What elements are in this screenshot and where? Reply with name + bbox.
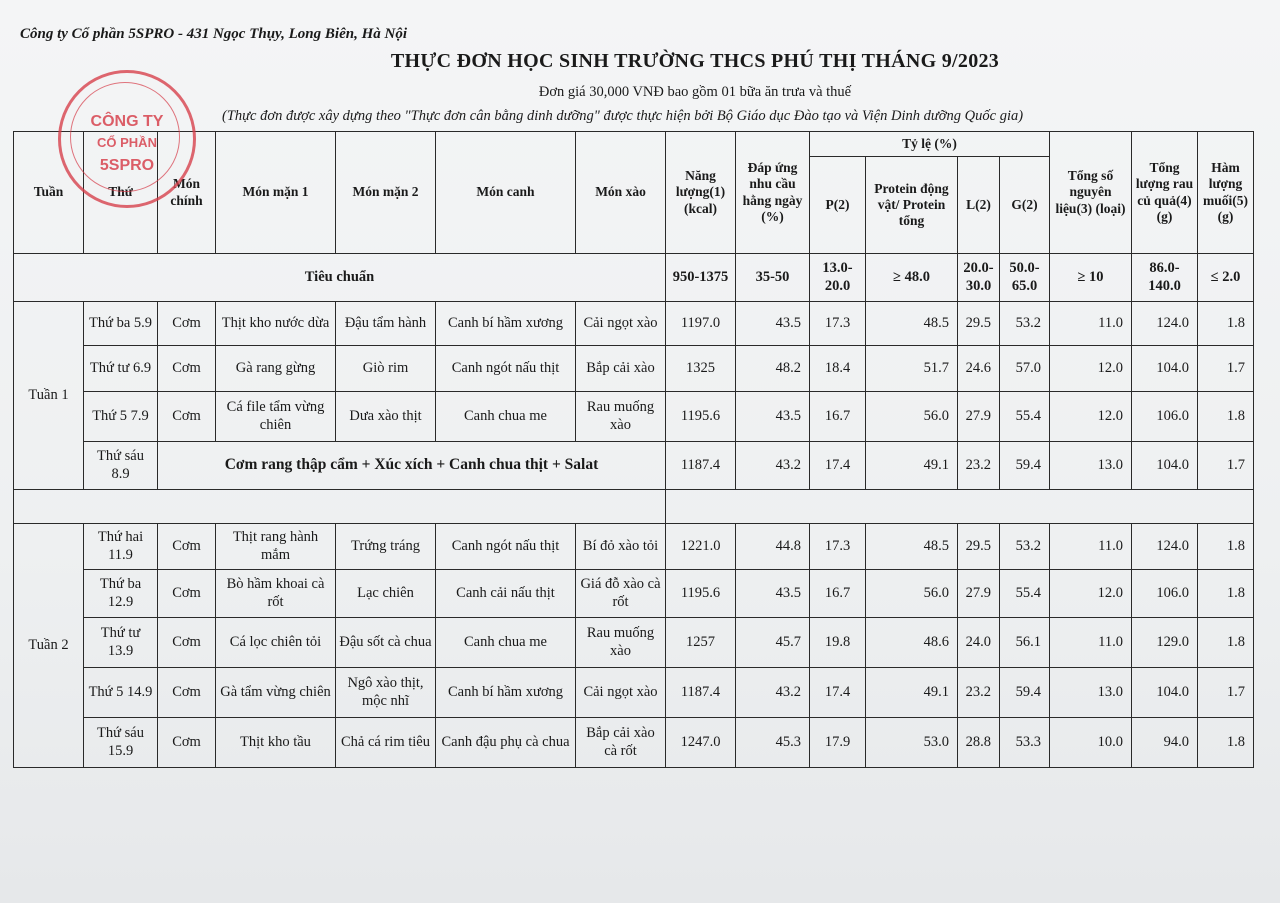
energy-cell: 1187.4 xyxy=(666,442,736,490)
col-header-tuan: Tuần xyxy=(14,132,84,254)
table-row xyxy=(14,718,1254,768)
savory1-cell: Gà tẩm vừng chiên xyxy=(216,668,336,718)
col-header-rau: Tổng lượng rau củ quả(4) (g) xyxy=(1132,132,1198,254)
g-cell: 55.4 xyxy=(1000,570,1050,618)
veg-cell: 106.0 xyxy=(1132,392,1198,442)
savory1-cell: Cá lọc chiên tỏi xyxy=(216,618,336,668)
table-row xyxy=(14,668,1254,718)
col-header-l: L(2) xyxy=(958,157,1000,254)
table-row xyxy=(14,618,1254,668)
protein-cell: 49.1 xyxy=(866,442,958,490)
savory1-cell: Cá file tẩm vừng chiên xyxy=(216,392,336,442)
soup-cell: Canh ngót nấu thịt xyxy=(436,346,576,392)
col-header-nang-luong: Năng lượng(1) (kcal) xyxy=(666,132,736,254)
company-line: Công ty Cổ phần 5SPRO - 431 Ngọc Thụy, Long Biên, Hà Nội xyxy=(20,26,407,42)
g-cell: 57.0 xyxy=(1000,346,1050,392)
g-cell: 53.3 xyxy=(1000,718,1050,768)
daily-need-cell: 45.7 xyxy=(736,618,810,668)
table-row xyxy=(14,346,1254,392)
salt-cell: 1.8 xyxy=(1198,718,1254,768)
standard-l: 20.0- 30.0 xyxy=(958,254,1000,302)
energy-cell: 1197.0 xyxy=(666,302,736,346)
standard-tong-so: ≥ 10 xyxy=(1050,254,1132,302)
table-row xyxy=(14,302,1254,346)
day-cell: Thứ sáu 8.9 xyxy=(84,442,158,490)
p-cell: 18.4 xyxy=(810,346,866,392)
col-header-g: G(2) xyxy=(1000,157,1050,254)
main-dish-cell: Cơm xyxy=(158,668,216,718)
ingredients-cell: 12.0 xyxy=(1050,392,1132,442)
salt-cell: 1.8 xyxy=(1198,524,1254,570)
energy-cell: 1195.6 xyxy=(666,392,736,442)
veg-cell: 104.0 xyxy=(1132,442,1198,490)
page-note: (Thực đơn được xây dựng theo "Thực đơn cân bằng dinh dưỡng" được thực hiện bởi Bộ Giáo dục Đào tạo và Viện Dinh dưỡng Quốc gia) xyxy=(222,108,1024,124)
daily-need-cell: 43.5 xyxy=(736,392,810,442)
standard-row xyxy=(14,254,1254,302)
salt-cell: 1.7 xyxy=(1198,346,1254,392)
soup-cell: Canh cải nấu thịt xyxy=(436,570,576,618)
seal-line2: CỔ PHẦN xyxy=(97,135,157,150)
standard-label: Tiêu chuẩn xyxy=(14,254,666,302)
protein-cell: 56.0 xyxy=(866,392,958,442)
veg-cell: 94.0 xyxy=(1132,718,1198,768)
page-title: THỰC ĐƠN HỌC SINH TRƯỜNG THCS PHÚ THỊ THÁNG 9/2023 xyxy=(390,50,1000,72)
table-row xyxy=(14,442,1254,490)
main-dish-cell: Cơm xyxy=(158,618,216,668)
stirfry-cell: Rau muống xào xyxy=(576,618,666,668)
p-cell: 17.3 xyxy=(810,524,866,570)
stirfry-cell: Cải ngọt xào xyxy=(576,302,666,346)
soup-cell: Canh bí hầm xương xyxy=(436,302,576,346)
g-cell: 59.4 xyxy=(1000,442,1050,490)
g-cell: 53.2 xyxy=(1000,302,1050,346)
energy-cell: 1325 xyxy=(666,346,736,392)
standard-nang-luong: 950-1375 xyxy=(666,254,736,302)
savory2-cell: Trứng tráng xyxy=(336,524,436,570)
l-cell: 28.8 xyxy=(958,718,1000,768)
savory1-cell: Thịt kho nước dừa xyxy=(216,302,336,346)
soup-cell: Canh chua me xyxy=(436,618,576,668)
savory1-cell: Thịt kho tầu xyxy=(216,718,336,768)
savory2-cell: Đậu tẩm hành xyxy=(336,302,436,346)
col-header-p: P(2) xyxy=(810,157,866,254)
protein-cell: 48.6 xyxy=(866,618,958,668)
savory2-cell: Dưa xào thịt xyxy=(336,392,436,442)
energy-cell: 1195.6 xyxy=(666,570,736,618)
seal-line3: 5SPRO xyxy=(99,157,155,174)
p-cell: 17.3 xyxy=(810,302,866,346)
stirfry-cell: Rau muống xào xyxy=(576,392,666,442)
standard-g: 50.0- 65.0 xyxy=(1000,254,1050,302)
col-header-man2: Món mặn 2 xyxy=(336,132,436,254)
col-header-muoi: Hàm lượng muối(5) (g) xyxy=(1198,132,1254,254)
col-header-tong-so: Tổng số nguyên liệu(3) (loại) xyxy=(1050,132,1132,254)
week-label: Tuần 1 xyxy=(14,302,84,490)
day-cell: Thứ 5 14.9 xyxy=(84,668,158,718)
daily-need-cell: 43.2 xyxy=(736,442,810,490)
savory2-cell: Chả cá rim tiêu xyxy=(336,718,436,768)
day-cell: Thứ sáu 15.9 xyxy=(84,718,158,768)
salt-cell: 1.8 xyxy=(1198,618,1254,668)
g-cell: 53.2 xyxy=(1000,524,1050,570)
veg-cell: 124.0 xyxy=(1132,302,1198,346)
soup-cell: Canh chua me xyxy=(436,392,576,442)
g-cell: 56.1 xyxy=(1000,618,1050,668)
soup-cell: Canh đậu phụ cà chua xyxy=(436,718,576,768)
p-cell: 17.4 xyxy=(810,668,866,718)
savory2-cell: Ngô xào thịt, mộc nhĩ xyxy=(336,668,436,718)
soup-cell: Canh ngót nấu thịt xyxy=(436,524,576,570)
standard-muoi: ≤ 2.0 xyxy=(1198,254,1254,302)
protein-cell: 56.0 xyxy=(866,570,958,618)
veg-cell: 129.0 xyxy=(1132,618,1198,668)
l-cell: 23.2 xyxy=(958,668,1000,718)
menu-table xyxy=(13,131,1254,768)
protein-cell: 48.5 xyxy=(866,302,958,346)
energy-cell: 1257 xyxy=(666,618,736,668)
l-cell: 27.9 xyxy=(958,392,1000,442)
energy-cell: 1247.0 xyxy=(666,718,736,768)
l-cell: 24.0 xyxy=(958,618,1000,668)
page-subtitle: Đơn giá 30,000 VNĐ bao gồm 01 bữa ăn trưa và thuế xyxy=(538,84,852,100)
g-cell: 55.4 xyxy=(1000,392,1050,442)
col-header-ty-le: Tỷ lệ (%) xyxy=(810,132,1050,157)
standard-rau: 86.0- 140.0 xyxy=(1132,254,1198,302)
standard-p: 13.0- 20.0 xyxy=(810,254,866,302)
veg-cell: 104.0 xyxy=(1132,668,1198,718)
ingredients-cell: 12.0 xyxy=(1050,346,1132,392)
col-header-thu: Thứ xyxy=(84,132,158,254)
protein-cell: 51.7 xyxy=(866,346,958,392)
l-cell: 24.6 xyxy=(958,346,1000,392)
table-row xyxy=(14,392,1254,442)
week-label: Tuần 2 xyxy=(14,524,84,768)
daily-need-cell: 43.5 xyxy=(736,570,810,618)
salt-cell: 1.8 xyxy=(1198,302,1254,346)
day-cell: Thứ tư 13.9 xyxy=(84,618,158,668)
savory2-cell: Đậu sốt cà chua xyxy=(336,618,436,668)
col-header-protein: Protein động vật/ Protein tổng xyxy=(866,157,958,254)
savory1-cell: Thịt rang hành mắm xyxy=(216,524,336,570)
day-cell: Thứ 5 7.9 xyxy=(84,392,158,442)
day-cell: Thứ ba 5.9 xyxy=(84,302,158,346)
main-dish-cell: Cơm xyxy=(158,524,216,570)
p-cell: 16.7 xyxy=(810,570,866,618)
savory2-cell: Lạc chiên xyxy=(336,570,436,618)
veg-cell: 104.0 xyxy=(1132,346,1198,392)
main-dish-cell: Cơm xyxy=(158,392,216,442)
main-dish-cell: Cơm xyxy=(158,718,216,768)
combo-menu-cell: Cơm rang thập cẩm + Xúc xích + Canh chua thịt + Salat xyxy=(158,442,666,490)
day-cell: Thứ hai 11.9 xyxy=(84,524,158,570)
salt-cell: 1.8 xyxy=(1198,570,1254,618)
salt-cell: 1.8 xyxy=(1198,392,1254,442)
daily-need-cell: 43.5 xyxy=(736,302,810,346)
stirfry-cell: Bí đỏ xào tỏi xyxy=(576,524,666,570)
veg-cell: 106.0 xyxy=(1132,570,1198,618)
day-cell: Thứ tư 6.9 xyxy=(84,346,158,392)
stirfry-cell: Bắp cải xào xyxy=(576,346,666,392)
l-cell: 27.9 xyxy=(958,570,1000,618)
savory1-cell: Gà rang gừng xyxy=(216,346,336,392)
l-cell: 23.2 xyxy=(958,442,1000,490)
daily-need-cell: 45.3 xyxy=(736,718,810,768)
energy-cell: 1187.4 xyxy=(666,668,736,718)
ingredients-cell: 11.0 xyxy=(1050,524,1132,570)
ingredients-cell: 11.0 xyxy=(1050,618,1132,668)
standard-protein: ≥ 48.0 xyxy=(866,254,958,302)
p-cell: 16.7 xyxy=(810,392,866,442)
daily-need-cell: 43.2 xyxy=(736,668,810,718)
seal-line1: CÔNG TY xyxy=(90,113,164,130)
col-header-canh: Món canh xyxy=(436,132,576,254)
ingredients-cell: 13.0 xyxy=(1050,442,1132,490)
l-cell: 29.5 xyxy=(958,524,1000,570)
p-cell: 17.4 xyxy=(810,442,866,490)
l-cell: 29.5 xyxy=(958,302,1000,346)
ingredients-cell: 11.0 xyxy=(1050,302,1132,346)
standard-dap-ung: 35-50 xyxy=(736,254,810,302)
ingredients-cell: 12.0 xyxy=(1050,570,1132,618)
col-header-xao: Món xào xyxy=(576,132,666,254)
main-dish-cell: Cơm xyxy=(158,302,216,346)
p-cell: 19.8 xyxy=(810,618,866,668)
stirfry-cell: Cải ngọt xào xyxy=(576,668,666,718)
protein-cell: 53.0 xyxy=(866,718,958,768)
protein-cell: 48.5 xyxy=(866,524,958,570)
main-dish-cell: Cơm xyxy=(158,346,216,392)
p-cell: 17.9 xyxy=(810,718,866,768)
veg-cell: 124.0 xyxy=(1132,524,1198,570)
stirfry-cell: Bắp cải xào cà rốt xyxy=(576,718,666,768)
savory1-cell: Bò hầm khoai cà rốt xyxy=(216,570,336,618)
ingredients-cell: 10.0 xyxy=(1050,718,1132,768)
salt-cell: 1.7 xyxy=(1198,668,1254,718)
g-cell: 59.4 xyxy=(1000,668,1050,718)
col-header-mon-chinh: Món chính xyxy=(158,132,216,254)
day-cell: Thứ ba 12.9 xyxy=(84,570,158,618)
savory2-cell: Giò rim xyxy=(336,346,436,392)
stirfry-cell: Giá đỗ xào cà rốt xyxy=(576,570,666,618)
table-row xyxy=(14,570,1254,618)
col-header-man1: Món mặn 1 xyxy=(216,132,336,254)
daily-need-cell: 48.2 xyxy=(736,346,810,392)
soup-cell: Canh bí hầm xương xyxy=(436,668,576,718)
col-header-dap-ung: Đáp ứng nhu cầu hằng ngày (%) xyxy=(736,132,810,254)
daily-need-cell: 44.8 xyxy=(736,524,810,570)
main-dish-cell: Cơm xyxy=(158,570,216,618)
energy-cell: 1221.0 xyxy=(666,524,736,570)
table-row xyxy=(14,524,1254,570)
salt-cell: 1.7 xyxy=(1198,442,1254,490)
ingredients-cell: 13.0 xyxy=(1050,668,1132,718)
protein-cell: 49.1 xyxy=(866,668,958,718)
week-separator xyxy=(14,490,1254,524)
